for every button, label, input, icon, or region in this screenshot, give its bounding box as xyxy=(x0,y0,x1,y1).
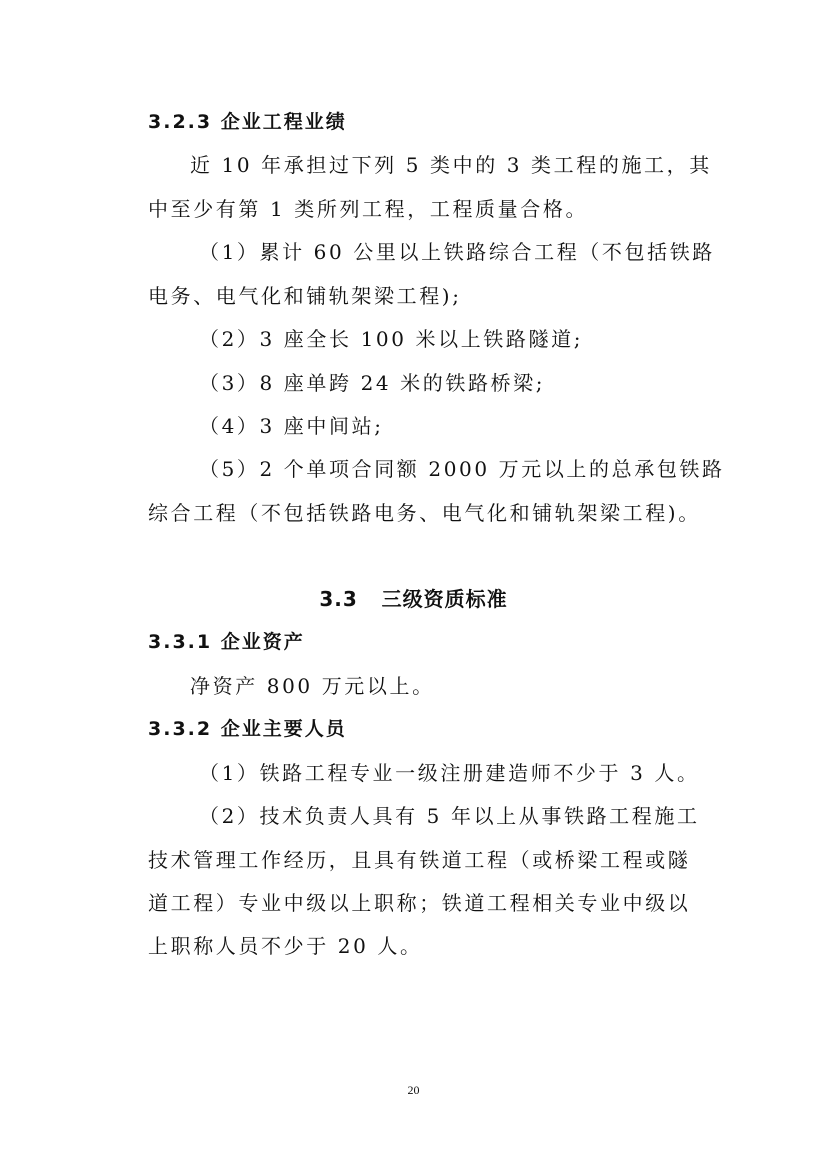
list-item-5-line-2: 综合工程（不包括铁路电务、电气化和铺轨架梁工程)。 xyxy=(148,501,701,525)
page-number: 20 xyxy=(407,1083,420,1097)
heading-3-3-2: 3.3.2 企业主要人员 xyxy=(148,718,347,740)
personnel-item-1: （1）铁路工程专业一级注册建造师不少于 3 人。 xyxy=(199,761,700,785)
list-item-1-line-2: 电务、电气化和铺轨架梁工程); xyxy=(148,284,462,308)
personnel-item-2-line-3: 道工程）专业中级以上职称；铁道工程相关专业中级以 xyxy=(148,891,691,915)
paragraph-intro-line-1: 近 10 年承担过下列 5 类中的 3 类工程的施工，其 xyxy=(190,153,712,177)
heading-3-2-3: 3.2.3 企业工程业绩 xyxy=(148,111,347,133)
section-title-3-3: 3.3 三级资质标准 xyxy=(319,587,508,611)
paragraph-net-assets: 净资产 800 万元以上。 xyxy=(190,674,435,698)
personnel-item-2-line-2: 技术管理工作经历，且具有铁道工程（或桥梁工程或隧 xyxy=(148,848,691,872)
list-item-5-line-1: （5）2 个单项合同额 2000 万元以上的总承包铁路 xyxy=(199,457,725,481)
list-item-1-line-1: （1）累计 60 公里以上铁路综合工程（不包括铁路 xyxy=(199,240,715,264)
personnel-item-2-line-1: （2）技术负责人具有 5 年以上从事铁路工程施工 xyxy=(199,804,700,828)
heading-3-3-1: 3.3.1 企业资产 xyxy=(148,631,305,653)
list-item-4: （4）3 座中间站; xyxy=(199,414,384,438)
personnel-item-2-line-4: 上职称人员不少于 20 人。 xyxy=(148,934,423,958)
paragraph-intro-line-2: 中至少有第 1 类所列工程，工程质量合格。 xyxy=(148,197,589,221)
list-item-2: （2）3 座全长 100 米以上铁路隧道; xyxy=(199,327,584,351)
list-item-3: （3）8 座单跨 24 米的铁路桥梁; xyxy=(199,371,546,395)
